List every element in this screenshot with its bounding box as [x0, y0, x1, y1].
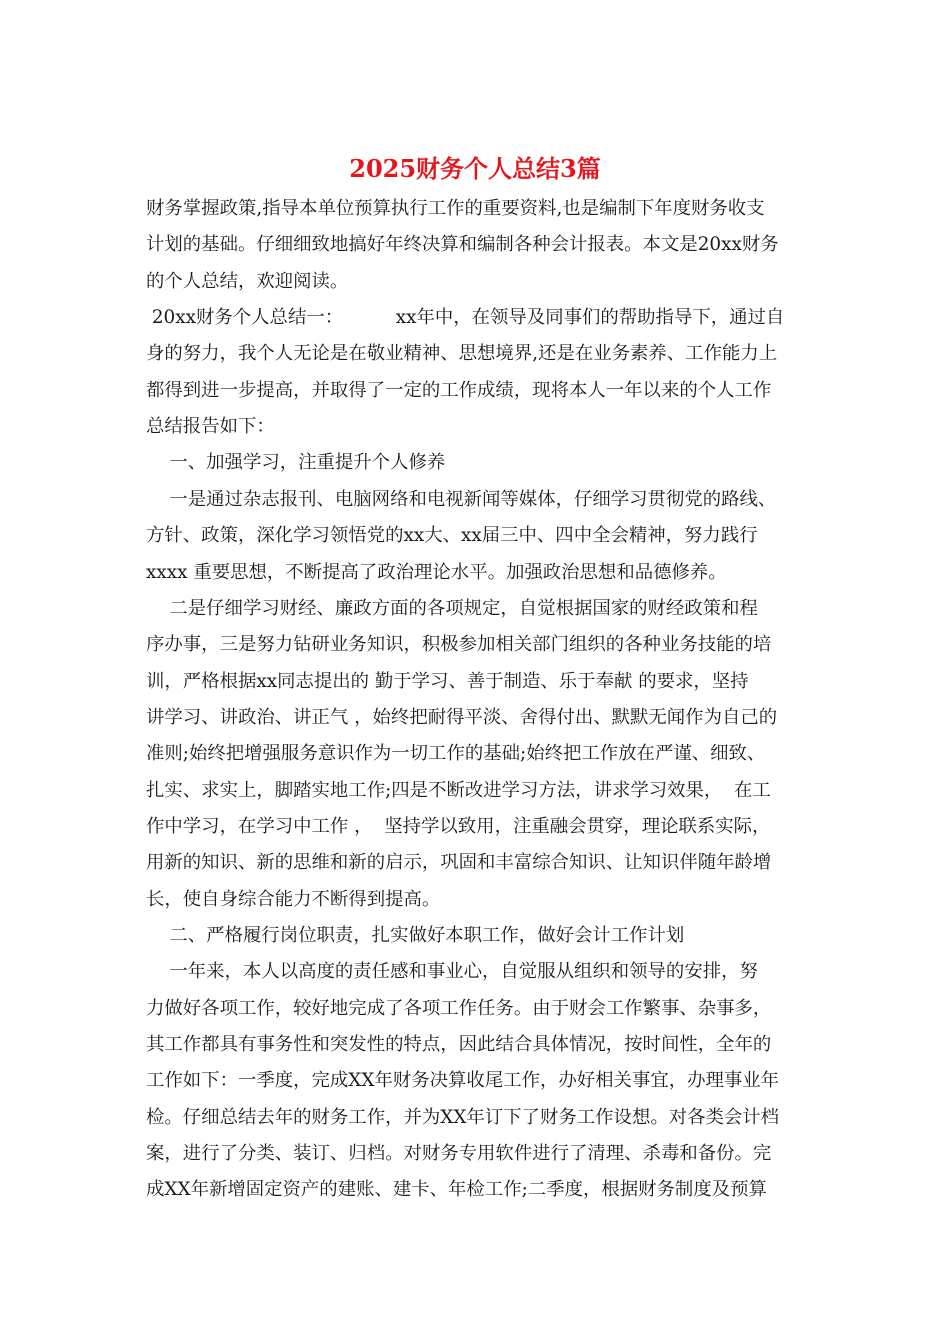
- body-line: 作中学习，在学习中工作 ， 坚持学以致用，注重融会贯穿，理论联系实际，: [146, 815, 771, 837]
- body-line: 一年来，本人以高度的责任感和事业心，自觉服从组织和领导的安排，努: [146, 961, 758, 983]
- body-line: 其工作都具有事务性和突发性的特点，因此结合具体情况，按时间性，全年的: [146, 1034, 772, 1056]
- body-line: 长，使自身综合能力不断得到提高。: [146, 888, 441, 910]
- body-line: 二是仔细学习财经、廉政方面的各项规定，自觉根据国家的财经政策和程: [146, 597, 758, 619]
- body-line: 工作如下：一季度，完成XX年财务决算收尾工作，办好相关事宜，办理事业年: [146, 1070, 780, 1092]
- body-line: 一是通过杂志报刊、电脑网络和电视新闻等媒体，仔细学习贯彻党的路线、: [146, 488, 777, 510]
- document-title: 2025财务个人总结3篇: [349, 154, 601, 183]
- body-line: 用新的知识、新的思维和新的启示，巩固和丰富综合知识、让知识伴随年龄增: [146, 852, 772, 874]
- body-line: 训，严格根据xx同志提出的 勤于学习、善于制造、乐于奉献 的要求，坚持: [146, 670, 749, 692]
- body-line: 总结报告如下：: [146, 416, 275, 438]
- body-line: 序办事，三是努力钻研业务知识，积极参加相关部门组织的各种业务技能的培: [146, 634, 772, 656]
- body-line: 扎实、求实上，脚踏实地工作;四是不断改进学习方法，讲求学习效果， 在工: [146, 779, 771, 801]
- body-line: 成XX年新增固定资产的建账、建卡、年检工作;二季度，根据财务制度及预算: [146, 1179, 767, 1201]
- body-line: 案，进行了分类、装订、归档。对财务专用软件进行了清理、杀毒和备份。完: [146, 1143, 772, 1165]
- body-line: xxxx 重要思想，不断提高了政治理论水平。加强政治思想和品德修养。: [146, 561, 727, 583]
- body-line: 都得到进一步提高，并取得了一定的工作成绩，现将本人一年以来的个人工作: [146, 379, 772, 401]
- body-line: 一、加强学习，注重提升个人修养: [146, 452, 446, 474]
- body-line: 力做好各项工作，较好地完成了各项工作任务。由于财会工作繁事、杂事多，: [146, 997, 772, 1019]
- body-line: 财务掌握政策,指导本单位预算执行工作的重要资料,也是编制下年度财务收支: [146, 198, 765, 219]
- body-line: 讲学习、讲政治、讲正气 ，始终把耐得平淡、舍得付出、默默无闻作为自己的: [146, 706, 778, 728]
- body-line: 方针、政策，深化学习领悟党的xx大、xx届三中、四中全会精神，努力践行: [146, 525, 758, 547]
- body-line: 检。仔细总结去年的财务工作，并为XX年订下了财务工作设想。对各类会计档: [146, 1106, 780, 1128]
- body-line: 身的努力，我个人无论是在敬业精神、思想境界,还是在业务素养、工作能力上: [146, 343, 778, 365]
- body-line: 20xx财务个人总结一： xx年中，在领导及同事们的帮助指导下，通过自: [146, 307, 785, 329]
- body-line: 二、严格履行岗位职责，扎实做好本职工作，做好会计工作计划: [146, 925, 685, 946]
- body-line: 计划的基础。仔细细致地搞好年终决算和编制各种会计报表。本文是20xx财务: [146, 234, 779, 256]
- body-line: 准则;始终把增强服务意识作为一切工作的基础;始终把工作放在严谨、细致、: [146, 743, 766, 765]
- body-line: 的个人总结，欢迎阅读。: [146, 270, 349, 292]
